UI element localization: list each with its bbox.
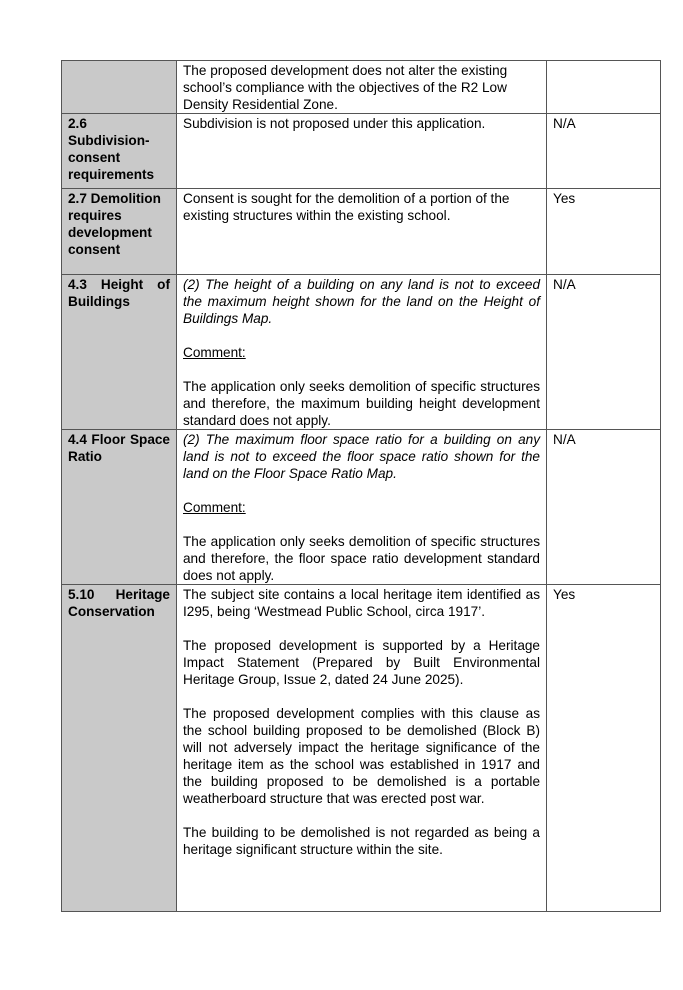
compliance-cell: Yes: [547, 585, 661, 912]
comment-text: The application only seeks demolition of specific structures and therefore, the maximum building height development standard does not apply.: [183, 379, 540, 428]
comment-heading: Comment:: [183, 500, 246, 515]
clause-quote: (2) The height of a building on any land is not to exceed the maximum height shown for the land on the Height of Buildings Map.: [183, 277, 540, 326]
assessment-text: The proposed development does not alter the existing school’s compliance with the objectives of the R2 Low Density Residential Zone.: [183, 63, 508, 112]
comment-text: The application only seeks demolition of specific structures and therefore, the floor space ratio development standard does not apply.: [183, 534, 540, 583]
clause-cell: 5.10 Heritage Conservation: [62, 585, 177, 912]
compliance-cell: [547, 61, 661, 114]
compliance-table: [61, 60, 661, 912]
clause-cell: 2.6 Subdivision-consent requirements: [62, 114, 177, 189]
assessment-text: The proposed development is supported by a Heritage Impact Statement (Prepared by Built Environmental Heritage Group, Issue 2, dated 24 June 2025).: [183, 638, 540, 687]
clause-cell: [62, 61, 177, 114]
assessment-cell: [177, 114, 547, 189]
table-row: [62, 585, 661, 912]
clause-quote: (2) The maximum floor space ratio for a building on any land is not to exceed the floor space ratio shown for the land on the Floor Space Ratio Map.: [183, 432, 540, 481]
assessment-text: The subject site contains a local heritage item identified as I295, being ‘Westmead Public School, circa 1917’.: [183, 587, 540, 619]
compliance-cell: Yes: [547, 189, 661, 275]
table-row: [62, 189, 661, 275]
compliance-cell: N/A: [547, 114, 661, 189]
table-row: [62, 114, 661, 189]
assessment-text: Subdivision is not proposed under this application.: [183, 116, 486, 131]
assessment-cell: [177, 585, 547, 912]
assessment-cell: [177, 275, 547, 430]
compliance-cell: N/A: [547, 275, 661, 430]
assessment-text: The building to be demolished is not regarded as being a heritage significant structure within the site.: [183, 825, 540, 857]
clause-cell: 2.7 Demolition requires development consent: [62, 189, 177, 275]
assessment-text: Consent is sought for the demolition of a portion of the existing structures within the existing school.: [183, 191, 510, 223]
assessment-text: The proposed development complies with this clause as the school building proposed to be demolished (Block B) will not adversely impact the heritage significance of the heritage item as the school was established in 1917 and the building proposed to be demolished is a portable weatherboard structure that was erected post war.: [183, 706, 540, 806]
clause-cell: 4.3 Height of Buildings: [62, 275, 177, 430]
assessment-cell: [177, 189, 547, 275]
comment-heading: Comment:: [183, 345, 246, 360]
assessment-cell: [177, 430, 547, 585]
table-row: [62, 430, 661, 585]
clause-cell: 4.4 Floor Space Ratio: [62, 430, 177, 585]
table-row: [62, 275, 661, 430]
assessment-cell: [177, 61, 547, 114]
compliance-cell: N/A: [547, 430, 661, 585]
table-row: [62, 61, 661, 114]
